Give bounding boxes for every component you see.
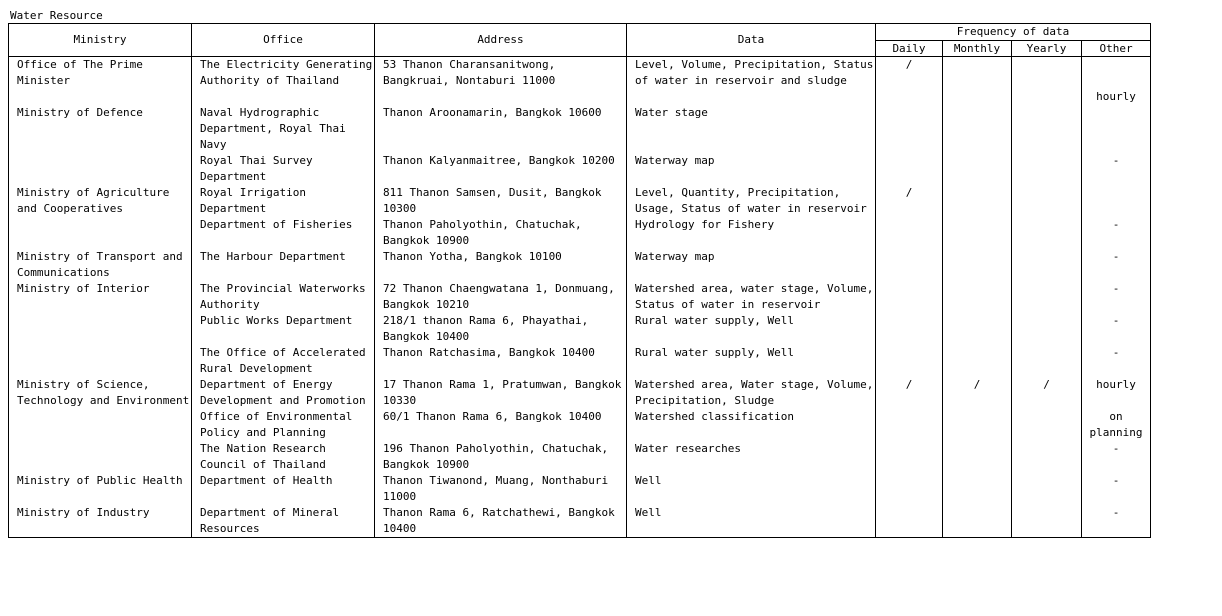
daily-cell: / — [876, 185, 943, 217]
other-cell: hourly — [1082, 377, 1151, 409]
other-cell: - — [1082, 313, 1151, 345]
ministry-cell — [9, 345, 192, 377]
table-row — [9, 105, 1151, 153]
monthly-cell — [943, 505, 1012, 538]
other-cell: - — [1082, 505, 1151, 538]
daily-cell: / — [876, 377, 943, 409]
header-daily: Daily — [876, 41, 943, 57]
daily-cell — [876, 345, 943, 377]
table-row — [9, 345, 1151, 377]
ministry-cell — [9, 441, 192, 473]
office-cell: The Nation Research Council of Thailand — [192, 441, 375, 473]
daily-cell — [876, 505, 943, 538]
monthly-cell — [943, 313, 1012, 345]
other-cell — [1082, 185, 1151, 217]
yearly-cell — [1012, 345, 1082, 377]
ministry-cell: Ministry of Public Health — [9, 473, 192, 505]
office-cell: Department of Fisheries — [192, 217, 375, 249]
yearly-cell — [1012, 57, 1082, 106]
data-cell: Level, Volume, Precipitation, Status of water in reservoir and sludge — [627, 57, 876, 106]
other-cell: - — [1082, 217, 1151, 249]
data-cell: Waterway map — [627, 153, 876, 185]
document-title: Water Resource — [10, 9, 103, 22]
ministry-cell: Ministry of Industry — [9, 505, 192, 538]
office-cell: Royal Irrigation Department — [192, 185, 375, 217]
table-row — [9, 281, 1151, 313]
address-cell: Thanon Kalyanmaitree, Bangkok 10200 — [375, 153, 627, 185]
address-cell: 196 Thanon Paholyothin, Chatuchak, Bangkok 10900 — [375, 441, 627, 473]
data-cell: Level, Quantity, Precipitation, Usage, Status of water in reservoir — [627, 185, 876, 217]
yearly-cell — [1012, 441, 1082, 473]
monthly-cell — [943, 105, 1012, 153]
yearly-cell — [1012, 185, 1082, 217]
office-cell: The Harbour Department — [192, 249, 375, 281]
header-address: Address — [375, 24, 627, 57]
monthly-cell — [943, 185, 1012, 217]
address-cell: Thanon Ratchasima, Bangkok 10400 — [375, 345, 627, 377]
office-cell: Department of Mineral Resources — [192, 505, 375, 538]
header-ministry: Ministry — [9, 24, 192, 57]
header-frequency: Frequency of data — [876, 24, 1151, 41]
data-cell: Watershed area, Water stage, Volume, Precipitation, Sludge — [627, 377, 876, 409]
address-cell: Thanon Aroonamarin, Bangkok 10600 — [375, 105, 627, 153]
daily-cell — [876, 281, 943, 313]
ministry-cell: Ministry of Interior — [9, 281, 192, 313]
table-row — [9, 473, 1151, 505]
daily-cell — [876, 153, 943, 185]
office-cell: Royal Thai Survey Department — [192, 153, 375, 185]
yearly-cell — [1012, 313, 1082, 345]
monthly-cell — [943, 441, 1012, 473]
daily-cell — [876, 217, 943, 249]
ministry-cell — [9, 409, 192, 441]
table-row — [9, 185, 1151, 217]
header-office: Office — [192, 24, 375, 57]
yearly-cell — [1012, 153, 1082, 185]
ministry-cell: Ministry of Agriculture and Cooperatives — [9, 185, 192, 217]
table-row — [9, 153, 1151, 185]
data-cell: Water stage — [627, 105, 876, 153]
yearly-cell — [1012, 217, 1082, 249]
other-cell: - — [1082, 281, 1151, 313]
table-row — [9, 409, 1151, 441]
ministry-cell: Ministry of Science, Technology and Environment — [9, 377, 192, 409]
data-cell: Rural water supply, Well — [627, 345, 876, 377]
other-cell: - — [1082, 473, 1151, 505]
yearly-cell — [1012, 105, 1082, 153]
yearly-cell — [1012, 505, 1082, 538]
office-cell: Department of Energy Development and Promotion — [192, 377, 375, 409]
other-cell: - — [1082, 441, 1151, 473]
office-cell: Department of Health — [192, 473, 375, 505]
other-cell: on planning — [1082, 409, 1151, 441]
ministry-cell — [9, 313, 192, 345]
table-row — [9, 441, 1151, 473]
daily-cell: / — [876, 57, 943, 106]
data-cell: Watershed classification — [627, 409, 876, 441]
yearly-cell — [1012, 249, 1082, 281]
yearly-cell — [1012, 281, 1082, 313]
monthly-cell — [943, 57, 1012, 106]
office-cell: Public Works Department — [192, 313, 375, 345]
table-row — [9, 505, 1151, 538]
daily-cell — [876, 409, 943, 441]
daily-cell — [876, 441, 943, 473]
office-cell: The Provincial Waterworks Authority — [192, 281, 375, 313]
data-cell: Rural water supply, Well — [627, 313, 876, 345]
ministry-cell — [9, 153, 192, 185]
other-cell: - — [1082, 345, 1151, 377]
office-cell: The Electricity Generating Authority of Thailand — [192, 57, 375, 106]
table-body — [9, 57, 1151, 538]
table-row — [9, 217, 1151, 249]
office-cell: Naval Hydrographic Department, Royal Thai Navy — [192, 105, 375, 153]
monthly-cell — [943, 345, 1012, 377]
header-yearly: Yearly — [1012, 41, 1082, 57]
yearly-cell — [1012, 473, 1082, 505]
address-cell: 53 Thanon Charansanitwong, Bangkruai, Nontaburi 11000 — [375, 57, 627, 106]
ministry-cell — [9, 217, 192, 249]
monthly-cell — [943, 153, 1012, 185]
address-cell: Thanon Rama 6, Ratchathewi, Bangkok 10400 — [375, 505, 627, 538]
header-data: Data — [627, 24, 876, 57]
table-row — [9, 313, 1151, 345]
daily-cell — [876, 249, 943, 281]
address-cell: 60/1 Thanon Rama 6, Bangkok 10400 — [375, 409, 627, 441]
data-cell: Hydrology for Fishery — [627, 217, 876, 249]
header-other: Other — [1082, 41, 1151, 57]
other-cell: hourly — [1082, 57, 1151, 106]
data-cell: Well — [627, 505, 876, 538]
other-cell — [1082, 105, 1151, 153]
yearly-cell: / — [1012, 377, 1082, 409]
address-cell: 811 Thanon Samsen, Dusit, Bangkok 10300 — [375, 185, 627, 217]
daily-cell — [876, 473, 943, 505]
table-row — [9, 249, 1151, 281]
ministry-cell: Ministry of Defence — [9, 105, 192, 153]
address-cell: Thanon Paholyothin, Chatuchak, Bangkok 10900 — [375, 217, 627, 249]
data-cell: Water researches — [627, 441, 876, 473]
address-cell: 218/1 thanon Rama 6, Phayathai, Bangkok 10400 — [375, 313, 627, 345]
other-cell: - — [1082, 249, 1151, 281]
ministry-cell: Ministry of Transport and Communications — [9, 249, 192, 281]
monthly-cell — [943, 281, 1012, 313]
monthly-cell — [943, 473, 1012, 505]
address-cell: Thanon Tiwanond, Muang, Nonthaburi 11000 — [375, 473, 627, 505]
daily-cell — [876, 313, 943, 345]
data-cell: Waterway map — [627, 249, 876, 281]
address-cell: 72 Thanon Chaengwatana 1, Donmuang, Bangkok 10210 — [375, 281, 627, 313]
table-row — [9, 57, 1151, 106]
data-cell: Well — [627, 473, 876, 505]
other-cell: - — [1082, 153, 1151, 185]
ministry-cell: Office of The Prime Minister — [9, 57, 192, 106]
address-cell: Thanon Yotha, Bangkok 10100 — [375, 249, 627, 281]
monthly-cell — [943, 217, 1012, 249]
monthly-cell — [943, 249, 1012, 281]
address-cell: 17 Thanon Rama 1, Pratumwan, Bangkok 10330 — [375, 377, 627, 409]
table-row — [9, 377, 1151, 409]
office-cell: The Office of Accelerated Rural Development — [192, 345, 375, 377]
water-resource-table — [8, 23, 1151, 538]
monthly-cell: / — [943, 377, 1012, 409]
monthly-cell — [943, 409, 1012, 441]
office-cell: Office of Environmental Policy and Planning — [192, 409, 375, 441]
daily-cell — [876, 105, 943, 153]
yearly-cell — [1012, 409, 1082, 441]
header-monthly: Monthly — [943, 41, 1012, 57]
data-cell: Watershed area, water stage, Volume, Status of water in reservoir — [627, 281, 876, 313]
